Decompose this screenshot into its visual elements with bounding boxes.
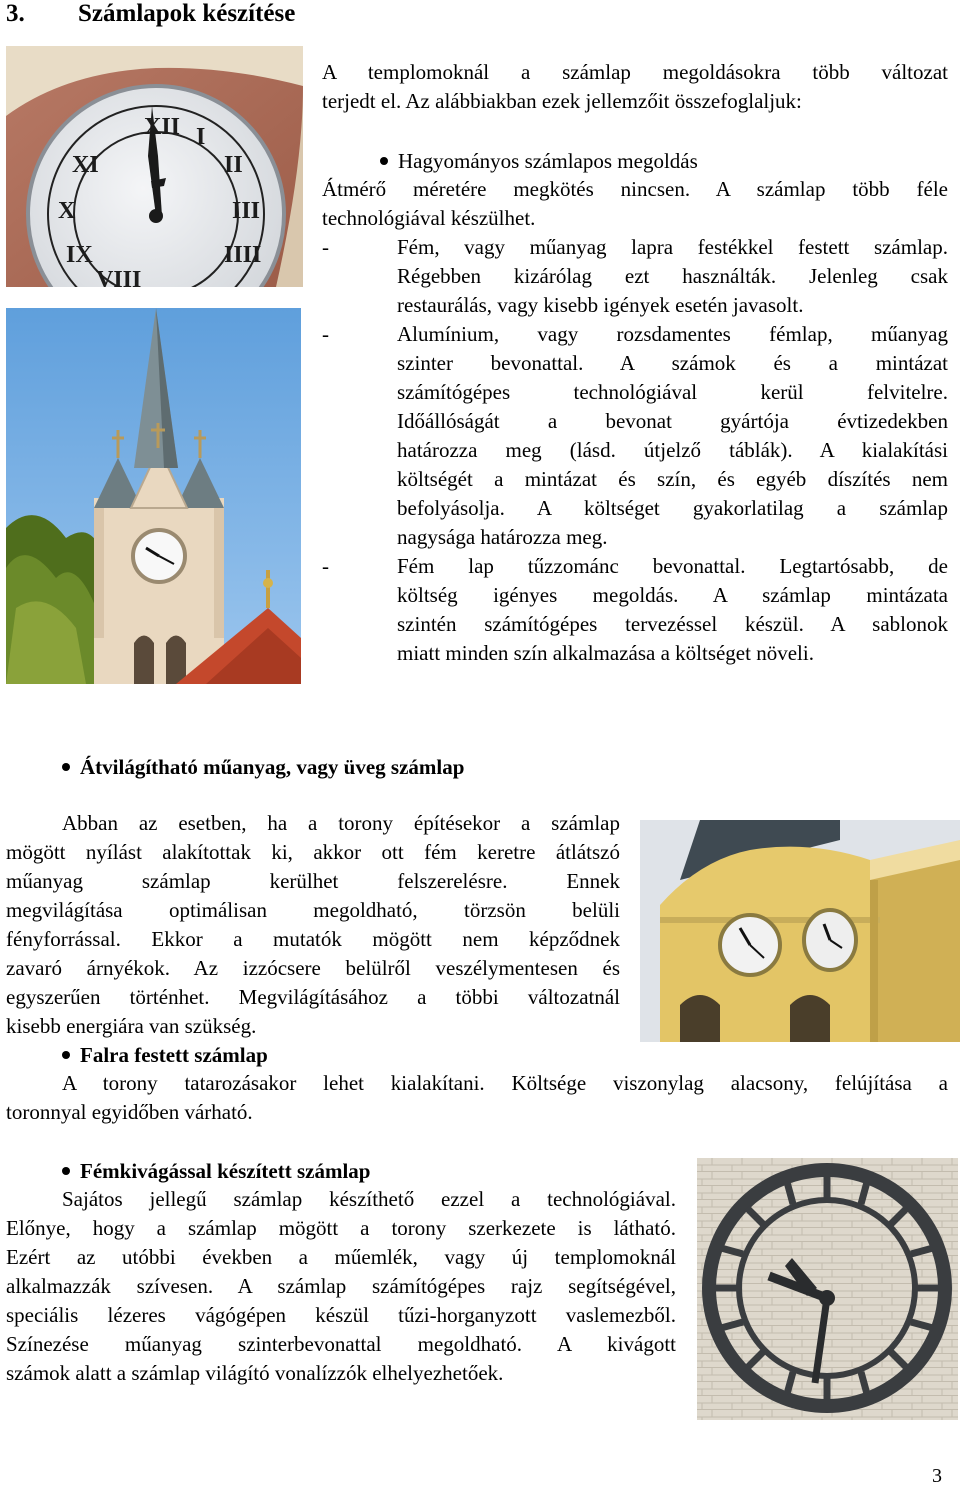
bullet-icon — [62, 763, 70, 771]
bullet-icon — [62, 1167, 70, 1175]
dash-marker: - — [322, 235, 329, 259]
roman-numeral-clock-photo — [6, 46, 303, 287]
section-title — [6, 0, 295, 28]
cutout-heading — [62, 1157, 370, 1186]
translucent-body — [6, 809, 620, 1041]
metal-cutout-clock-icon — [697, 1158, 958, 1420]
item-1-line-1: Fém, vagy műanyag lapra festékkel festett számlap. — [397, 235, 948, 259]
item-2-line-8: nagysága határozza meg. — [397, 525, 608, 549]
intro-line-2: terjedt el. Az alábbiakban ezek jellemzőit összefoglaljuk: — [322, 89, 802, 113]
svg-text:I: I — [196, 124, 206, 150]
translucent-line-1: Abban az esetben, ha a torony építésekor a számlap — [62, 811, 620, 835]
traditional-item-2 — [322, 320, 948, 552]
svg-text:IIII: IIII — [224, 242, 262, 268]
yellow-tower-icon — [640, 820, 960, 1042]
item-2-line-6: költségét a mintázat és szín, és egyéb díszítés nem — [397, 467, 948, 491]
traditional-item-1 — [322, 233, 948, 320]
item-3-line-1: Fém lap tűzzománc bevonattal. Legtartósabb, de — [397, 554, 948, 578]
intro-line-1: A templomoknál a számlap megoldásokra több változat — [322, 60, 948, 84]
church-spire-photo — [6, 308, 301, 684]
wall-body — [6, 1069, 948, 1127]
dash-marker: - — [322, 322, 329, 346]
item-2-line-2: szinter bevonattal. A számok és a mintázat — [397, 351, 948, 375]
item-3-line-3: szintén számítógépes tervezéssel készül. A sablonok — [397, 612, 948, 636]
cutout-body — [6, 1185, 676, 1388]
svg-text:VIII: VIII — [96, 267, 142, 287]
item-2-line-3: számítógépes technológiával kerül felvitelre. — [397, 380, 948, 404]
cutout-line-7: számok alatt a számlap világító vonalízzók elhelyezhetőek. — [6, 1361, 504, 1385]
translucent-line-3: műanyag számlap kerülhet felszerelésre. Ennek — [6, 869, 620, 893]
wall-heading-text: Falra festett számlap — [80, 1043, 268, 1067]
yellow-tower-clocks-photo — [640, 820, 960, 1042]
svg-text:X: X — [58, 198, 76, 224]
cutout-line-1: Sajátos jellegű számlap készíthető ezzel a technológiával. — [62, 1187, 676, 1211]
cutout-line-5: speciális lézeres vágógépen készül tűzi-horganyzott vaslemezből. — [6, 1303, 676, 1327]
translucent-line-2: mögött nyílást alakítottak ki, akkor ott fém keretre átlátszó — [6, 840, 620, 864]
cutout-line-3: Ezért az utóbbi években a műemlék, vagy új templomoknál — [6, 1245, 676, 1269]
item-2-line-7: befolyásolja. A költséget gyakorlatilag a számlap — [397, 496, 948, 520]
wall-line-1: A torony tatarozásakor lehet kialakítani. Költsége viszonylag alacsony, felújítása a — [62, 1071, 948, 1095]
traditional-line-1: Átmérő méretére megkötés nincsen. A számlap több féle — [322, 177, 948, 201]
item-3-line-2: költség igényes megoldás. A számlap mintázata — [397, 583, 948, 607]
roman-numeral-clock-icon — [6, 46, 303, 287]
cutout-line-4: alkalmazzák szívesen. A számlap számítógépes rajz segítségével, — [6, 1274, 676, 1298]
bullet-icon — [62, 1051, 70, 1059]
item-3-line-4: miatt minden szín alkalmazása a költséget növeli. — [397, 641, 814, 665]
traditional-item-3 — [322, 552, 948, 668]
translucent-line-8: kisebb energiára van szükség. — [6, 1014, 257, 1038]
traditional-line-2: technológiával készülhet. — [322, 206, 536, 230]
item-1-line-2: Régebben kizárólag ezt használták. Jelenleg csak — [397, 264, 948, 288]
translucent-line-5: fényforrással. Ekkor a mutatók mögött nem képződnek — [6, 927, 620, 951]
wall-line-2: toronnyal egyidőben várható. — [6, 1100, 253, 1124]
cutout-line-2: Előnye, hogy a számlap mögött a torony szerkezete is látható. — [6, 1216, 676, 1240]
svg-text:XII: XII — [144, 114, 181, 140]
translucent-heading-text: Átvilágítható műanyag, vagy üveg számlap — [80, 755, 465, 779]
item-1-line-3: restaurálás, vagy kisebb igények esetén javasolt. — [397, 293, 804, 317]
cutout-line-6: Színezése műanyag szinterbevonattal megoldható. A kivágott — [6, 1332, 676, 1356]
translucent-heading — [62, 753, 464, 782]
dash-marker: - — [322, 554, 329, 578]
translucent-line-6: zavaró árnyékok. Az izzócsere belülről veszélymentesen és — [6, 956, 620, 980]
item-2-line-1: Alumínium, vagy rozsdamentes fémlap, műanyag — [397, 322, 948, 346]
section-number: 3. — [6, 0, 25, 27]
metal-cutout-clock-photo — [697, 1158, 958, 1420]
svg-text:III: III — [232, 198, 261, 224]
section-title-text: Számlapok készítése — [78, 0, 296, 27]
item-2-line-4: Időállóságát a bevonat gyártója évtizedekben — [397, 409, 948, 433]
wall-heading — [62, 1041, 268, 1070]
translucent-line-7: egyszerűen történhet. Megvilágításához a többi változatnál — [6, 985, 620, 1009]
svg-text:IX: IX — [66, 242, 93, 268]
traditional-heading-text: Hagyományos számlapos megoldás — [398, 149, 698, 173]
svg-text:II: II — [224, 152, 243, 178]
cutout-heading-text: Fémkivágással készített számlap — [80, 1159, 371, 1183]
bullet-icon — [380, 157, 388, 165]
church-spire-icon — [6, 308, 301, 684]
translucent-line-4: megvilágítása optimálisan megoldható, törzsön belüli — [6, 898, 620, 922]
traditional-heading — [380, 147, 698, 176]
item-2-line-5: határozza meg (lásd. útjelző táblák). A kialakítási — [397, 438, 948, 462]
svg-text:XI: XI — [72, 152, 99, 178]
page-number: 3 — [932, 1465, 942, 1487]
